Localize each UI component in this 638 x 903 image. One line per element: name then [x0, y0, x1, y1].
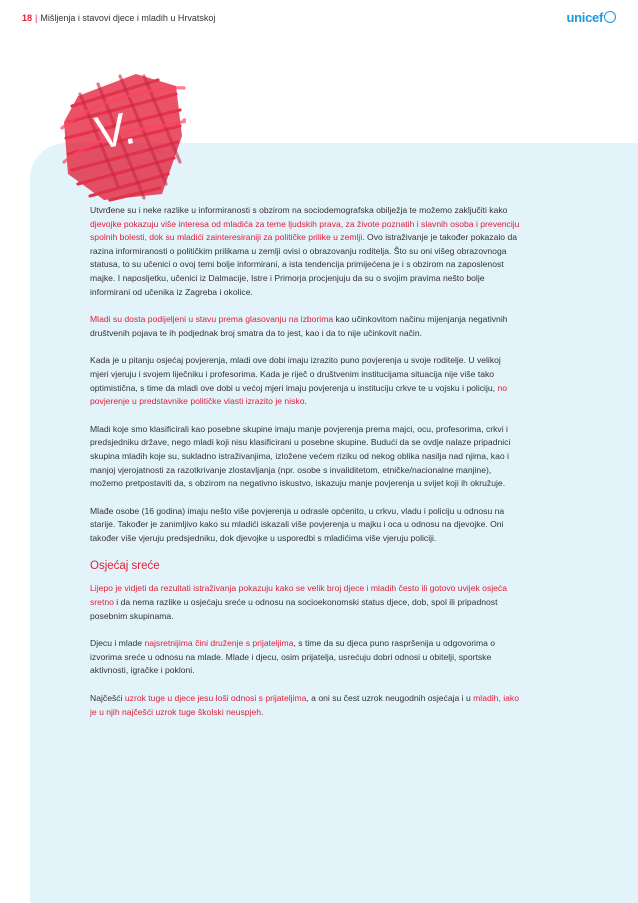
unicef-logo	[567, 10, 616, 25]
paragraph: Mladi koje smo klasificirali kao posebne skupine imaju manje povjerenja prema majci, ocu, profesorima, crkvi i predsjedniku države, nego mladi koji nisu klasificirani u posebne skupine. Budući da se ovdje nalaze pripadnici skupina mladih koje su, sukladno istraživanjima, izložene većem riziku od nekog oblika nasilja nad njima, kao i manjoj vjerojatnosti za razotkrivanje zlostavljanja (npr. osobe s invaliditetom, etničke/nacionalne manjine), možemo pretpostaviti da, s obzirom na negativno iskustvo, iskazuju manje povjerenja u svijet koji ih okružuje.	[90, 423, 511, 489]
highlight-text: najsretnijima čini druženje s prijateljima	[144, 638, 294, 649]
highlight-text: mladih, iako je u njih najčešći uzrok tuge školski neuspjeh	[90, 693, 519, 717]
paragraph: Najčešći uzrok tuge u djece jesu loši odnosi s prijateljima, a oni su čest uzrok neugodnih osjećaja i u mladih, iako je u njih najčešći uzrok tuge školski neuspjeh.	[90, 693, 519, 717]
paragraph: Djecu i mlade najsretnijima čini druženje s prijateljima, s time da su djeca puno raspršenija u odgovorima o izvorima sreće u odnosu na mlade. Mlade i djecu, osim prijatelja, usrećuju dobri odnosi u obitelji, sportske aktivnosti, igračke i pokloni.	[90, 638, 496, 676]
page-header	[22, 10, 616, 31]
paragraph: Kada je u pitanju osjećaj povjerenja, mladi ove dobi imaju izrazito puno povjerenja u svoje roditelje. U velikoj mjeri vjeruju i svojem liječniku i profesorima. Kada je riječ o društvenim institucijama situacija nije više tako optimistična, s time da mladi ove dobi u većoj mjeri imaju povjerenja u instituciju crkve te u vojsku i policiju, no povjerenje u predstavnike političke vlasti izrazito je nisko.	[90, 355, 507, 407]
main-text	[90, 204, 520, 733]
highlight-text: djevojke pokazuju više interesa od mladića za teme ljudskih prava, za živote poznatih i slavnih osoba i prevenciju spolnih bolesti, dok su mladići zainteresiraniji za političke prilike u zemlji	[90, 218, 520, 243]
header-separator: |	[35, 13, 38, 23]
highlight-text: Lijepo je vidjeti da rezultati istraživanja pokazuju kako se velik broj djece i mladih često ili gotovo uvijek osjeća sretno	[90, 583, 508, 608]
page-number: 18	[22, 13, 33, 23]
chapter-badge	[58, 66, 186, 206]
paragraph: Lijepo je vidjeti da rezultati istraživanja pokazuju kako se velik broj djece i mladih često ili gotovo uvijek osjeća sretno i da nema razlike u osjećaju sreće u odnosu na socioekonomski status djece, dob, spol ili pripadnost posebnim skupinama.	[90, 583, 508, 621]
logo-text: unicef	[566, 10, 603, 25]
paragraph: Mladi su dosta podijeljeni u stavu prema glasovanju na izborima kao učinkovitom načinu mijenjanja negativnih društvenih pojava te ih podjednak broj smatra da to jest, kao i da to nije učinkovit način.	[90, 314, 508, 338]
globe-icon	[604, 11, 616, 23]
highlight-text: uzrok tuge u djece jesu loši odnosi s prijateljima	[124, 693, 307, 704]
section-heading: Osjećaj sreće	[90, 560, 160, 573]
highlight-text: Mladi su dosta podijeljeni u stavu prema glasovanju na izborima	[90, 314, 334, 325]
paragraph: Utvrđene su i neke razlike u informiranosti s obzirom na sociodemografska obilježja te možemo zaključiti kako djevojke pokazuju više interesa od mladića za teme ljudskih prava, za živote poznatih i slavnih osoba i prevenciju spolnih bolesti, dok su mladići zainteresiraniji za političke prilike u zemlji. Ovo istraživanje je također pokazalo da razina informiranosti o političkim prilikama u zemlji ovisi o obrazovanju roditelja. Što su oni višeg obrazovnoga statusa, to su učenici o ovoj temi bolje informirani, a ista tendencija primijećena je i s obzirom na zaposlenost majke. I naposljetku, učenici iz Dalmacije, Istre i Primorja procjenjuju da su o svojim pravima nešto bolje informirani od učenika iz Zagreba i okolice.	[90, 205, 520, 297]
chapter-numeral: V.	[91, 101, 139, 160]
paragraph: Mlađe osobe (16 godina) imaju nešto više povjerenja u odrasle općenito, u crkvu, vladu i policiju u odnosu na starije. Također je zanimljivo kako su mladići iskazali više povjerenja u majku i oca u odnosu na djevojke. Oni također više vjeruju predsjedniku, dok djevojke u usporedbi s mladićima više vjeruju policiji.	[90, 505, 505, 543]
publication-title: Mišljenja i stavovi djece i mladih u Hrvatskoj	[40, 13, 216, 23]
highlight-text: no povjerenje u predstavnike političke vlasti izrazito je nisko	[90, 382, 507, 407]
